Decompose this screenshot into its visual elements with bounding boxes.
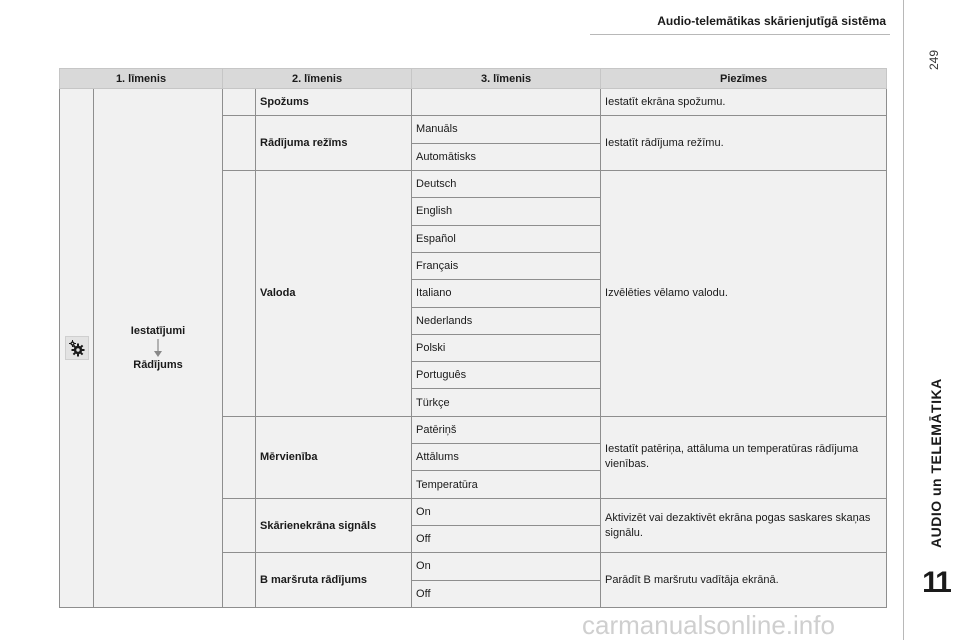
table-header-row [60, 69, 887, 89]
option-cell: Español [412, 225, 601, 252]
option-cell: Português [412, 362, 601, 389]
group-name: Valoda [256, 170, 412, 416]
option-cell: Italiano [412, 280, 601, 307]
column-header-level2: 2. līmenis [223, 69, 412, 89]
note-cell: Izvēlēties vēlamo valodu. [601, 170, 887, 416]
option-cell: Manuāls [412, 116, 601, 143]
note-cell: Iestatīt patēriņa, attāluma un temperatūras rādījuma vienības. [601, 416, 887, 498]
group-name: Mērvienība [256, 416, 412, 498]
side-divider [903, 0, 904, 640]
option-cell: Automātisks [412, 143, 601, 170]
arrow-down-icon [154, 339, 162, 357]
spacer-cell [223, 498, 256, 553]
option-cell: Temperatūra [412, 471, 601, 498]
option-cell: Attālums [412, 444, 601, 471]
level2-display-label: Rādījums [133, 359, 183, 371]
header-divider [590, 34, 890, 35]
group-name: Spožums [256, 89, 412, 116]
option-cell: Off [412, 580, 601, 607]
level2-cell [94, 89, 223, 608]
note-cell: Iestatīt ekrāna spožumu. [601, 89, 887, 116]
spacer-cell [223, 170, 256, 416]
option-cell: Polski [412, 334, 601, 361]
level2-settings-label: Iestatījumi [130, 325, 186, 337]
level1-cell [60, 89, 94, 608]
option-cell: English [412, 198, 601, 225]
settings-gear-icon [65, 336, 89, 360]
group-name: Skārienekrāna signāls [256, 498, 412, 553]
option-cell [412, 89, 601, 116]
option-cell: On [412, 553, 601, 580]
watermark: carmanualsonline.info [582, 610, 835, 640]
option-cell: On [412, 498, 601, 525]
spacer-cell [223, 89, 256, 116]
note-cell: Parādīt B maršrutu vadītāja ekrānā. [601, 553, 887, 608]
header-title: Audio-telemātikas skārienjutīgā sistēma [657, 14, 886, 28]
option-cell: Français [412, 252, 601, 279]
chapter-title: AUDIO un TELEMĀTIKA [928, 378, 944, 548]
column-header-level1: 1. līmenis [60, 69, 223, 89]
option-cell: Nederlands [412, 307, 601, 334]
column-header-level3: 3. līmenis [412, 69, 601, 89]
settings-table [59, 68, 887, 608]
option-cell: Off [412, 526, 601, 553]
column-header-notes: Piezīmes [601, 69, 887, 89]
note-cell: Aktivizēt vai dezaktivēt ekrāna pogas saskares skaņas signālu. [601, 498, 887, 553]
group-name: Rādījuma režīms [256, 116, 412, 171]
option-cell: Patēriņš [412, 416, 601, 443]
group-name: B maršruta rādījums [256, 553, 412, 608]
chapter-number: 11 [922, 566, 950, 599]
option-cell: Deutsch [412, 170, 601, 197]
note-cell: Iestatīt rādījuma režīmu. [601, 116, 887, 171]
page-number: 249 [927, 49, 941, 70]
spacer-cell [223, 553, 256, 608]
spacer-cell [223, 116, 256, 171]
option-cell: Türkçe [412, 389, 601, 416]
spacer-cell [223, 416, 256, 498]
table-row [60, 89, 887, 116]
